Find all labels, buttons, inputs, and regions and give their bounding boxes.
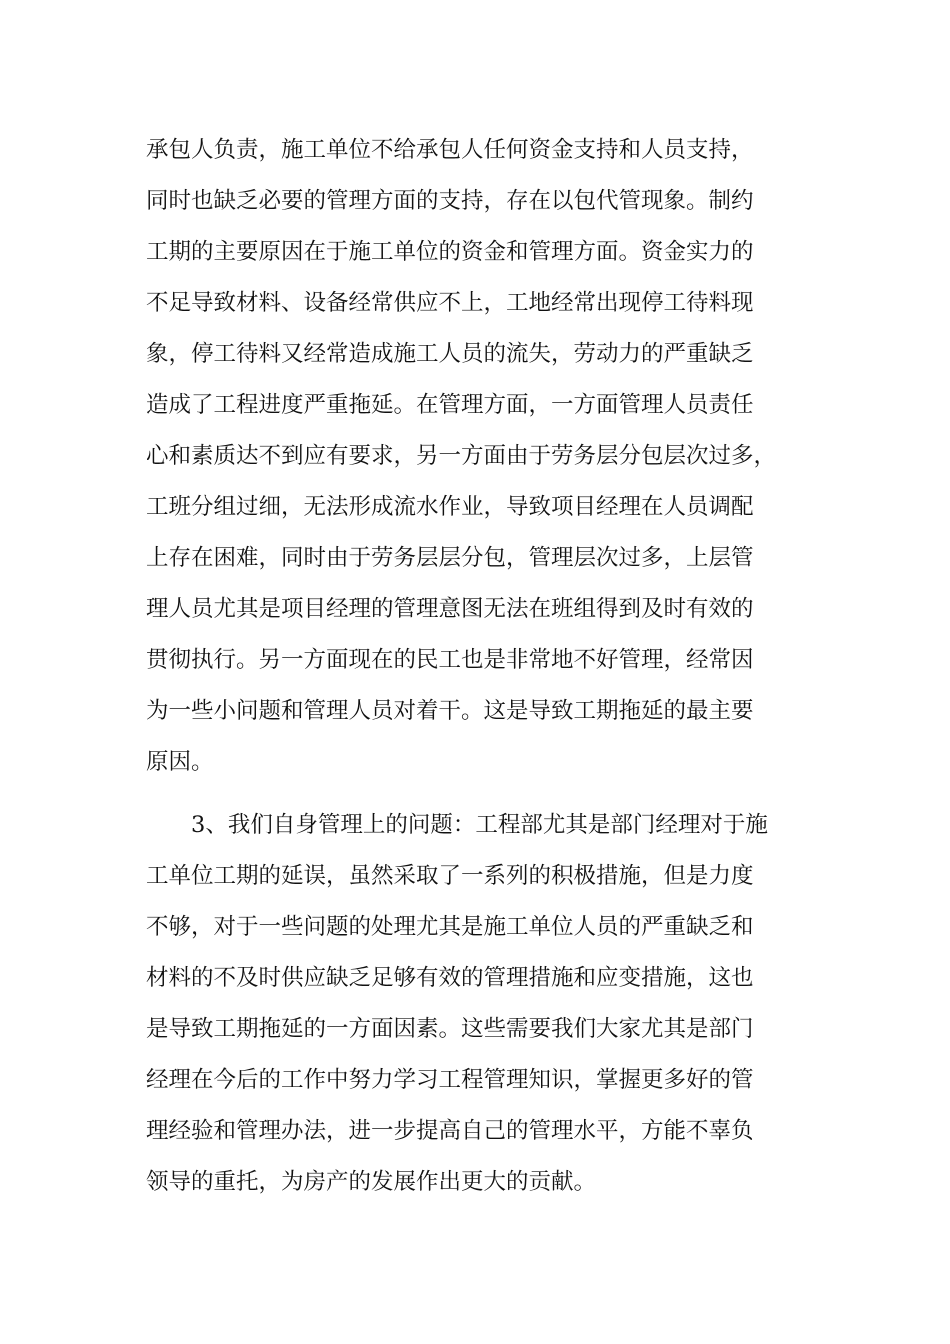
text-line: 工期的主要原因在于施工单位的资金和管理方面。资金实力的 xyxy=(146,239,754,265)
text-line: 领导的重托，为房产的发展作出更大的贡献。 xyxy=(146,1169,597,1195)
text-line: 工班分组过细，无法形成流水作业，导致项目经理在人员调配 xyxy=(146,494,754,520)
text-line: 上存在困难，同时由于劳务层层分包，管理层次过多，上层管 xyxy=(146,545,754,571)
text-line: 3、我们自身管理上的问题：工程部尤其是部门经理对于施 xyxy=(191,812,768,838)
text-line: 经理在今后的工作中努力学习工程管理知识，掌握更多好的管 xyxy=(146,1067,754,1093)
text-line: 心和素质达不到应有要求，另一方面由于劳务层分包层次过多， xyxy=(146,443,777,469)
text-line: 造成了工程进度严重拖延。在管理方面，一方面管理人员责任 xyxy=(146,392,754,418)
text-line: 理经验和管理办法，进一步提高自己的管理水平，方能不辜负 xyxy=(146,1118,754,1144)
text-line: 同时也缺乏必要的管理方面的支持，存在以包代管现象。制约 xyxy=(146,188,754,214)
text-line: 是导致工期拖延的一方面因素。这些需要我们大家尤其是部门 xyxy=(146,1016,754,1042)
text-line: 贯彻执行。另一方面现在的民工也是非常地不好管理，经常因 xyxy=(146,647,754,673)
text-line: 工单位工期的延误，虽然采取了一系列的积极措施，但是力度 xyxy=(146,863,754,889)
text-line: 承包人负责，施工单位不给承包人任何资金支持和人员支持， xyxy=(146,137,754,163)
text-line: 象，停工待料又经常造成施工人员的流失，劳动力的严重缺乏 xyxy=(146,341,754,367)
text-line: 材料的不及时供应缺乏足够有效的管理措施和应变措施，这也 xyxy=(146,965,754,991)
text-line: 不足导致材料、设备经常供应不上，工地经常出现停工待料现 xyxy=(146,290,754,316)
text-line: 为一些小问题和管理人员对着干。这是导致工期拖延的最主要 xyxy=(146,698,754,724)
text-line: 不够，对于一些问题的处理尤其是施工单位人员的严重缺乏和 xyxy=(146,914,754,940)
text-line: 理人员尤其是项目经理的管理意图无法在班组得到及时有效的 xyxy=(146,596,754,622)
text-line: 原因。 xyxy=(146,749,214,775)
